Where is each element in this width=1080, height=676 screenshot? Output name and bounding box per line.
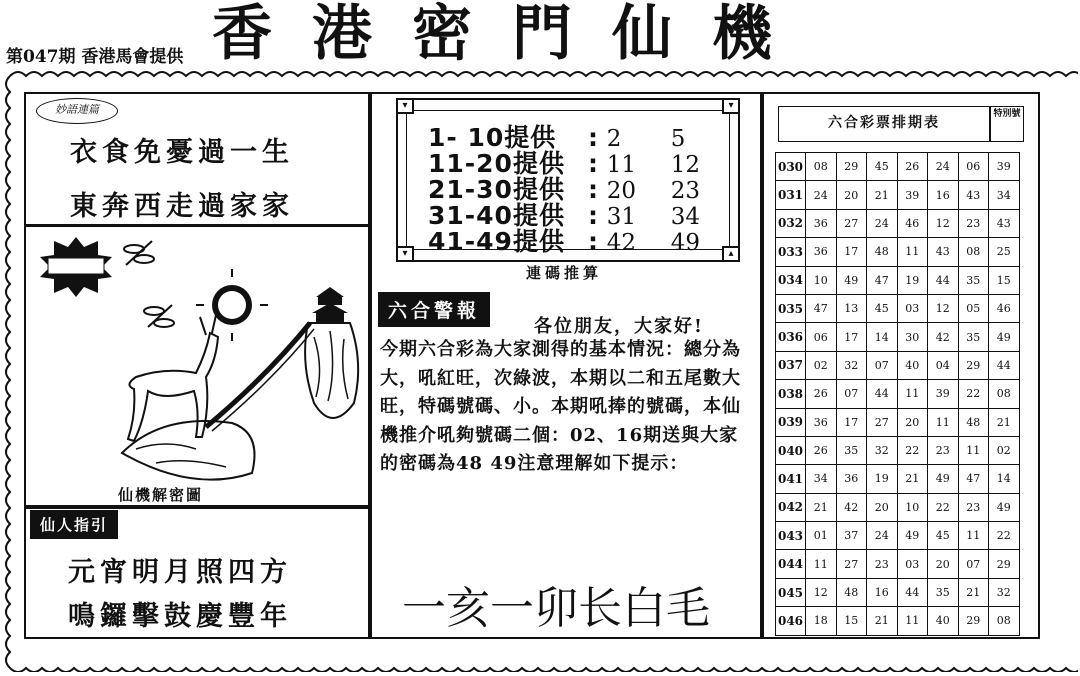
number-cell: 22 (958, 380, 989, 408)
number-cell: 29 (958, 607, 989, 635)
illustration-panel (24, 226, 370, 507)
number-cell: 47 (867, 266, 898, 294)
table-row (776, 493, 1020, 521)
special-number-cell: 21 (989, 408, 1020, 436)
number-cell: 35 (958, 323, 989, 351)
number-cell: 27 (867, 408, 898, 436)
table-row (776, 266, 1020, 294)
corner-ornament-icon: ▾ (396, 246, 414, 262)
number-cell: 48 (836, 578, 867, 606)
number-cell: 03 (897, 550, 928, 578)
special-number-cell: 22 (989, 522, 1020, 550)
provide-range: 31-40提供 (428, 201, 565, 230)
number-cell: 46 (897, 209, 928, 237)
number-cell: 06 (806, 323, 837, 351)
special-number-cell: 08 (989, 607, 1020, 635)
period-cell: 033 (776, 238, 806, 266)
period-cell: 030 (776, 153, 806, 181)
number-cell: 26 (806, 436, 837, 464)
dragonfly-icon (124, 241, 174, 327)
verse-line-1: 衣食免憂過一生 (70, 137, 294, 168)
number-cell: 21 (897, 465, 928, 493)
number-cell: 17 (836, 238, 867, 266)
period-cell: 045 (776, 578, 806, 606)
provide-range: 11-20提供 (428, 149, 565, 178)
period-cell: 041 (776, 465, 806, 493)
number-cell: 27 (836, 209, 867, 237)
number-cell: 29 (958, 351, 989, 379)
number-cell: 49 (897, 522, 928, 550)
issue-label: 第047期 香港馬會提供 (6, 47, 184, 67)
number-cell: 11 (958, 522, 989, 550)
period-cell: 038 (776, 380, 806, 408)
number-cell: 22 (897, 436, 928, 464)
corner-ornament-icon: ▾ (722, 98, 740, 114)
number-cell: 23 (867, 550, 898, 578)
verse-line-2: 東奔西走過家家 (70, 191, 294, 222)
period-cell: 031 (776, 181, 806, 209)
provide-num-b: 5 (670, 126, 686, 152)
number-cell: 20 (897, 408, 928, 436)
number-cell: 14 (867, 323, 898, 351)
number-cell: 32 (836, 351, 867, 379)
verse-line-4: 鳴鑼擊鼓慶豐年 (68, 601, 292, 632)
number-cell: 08 (958, 238, 989, 266)
number-cell: 19 (897, 266, 928, 294)
table-row (776, 323, 1020, 351)
greeting-text: 各位朋友，大家好! (534, 316, 704, 337)
number-cell: 12 (928, 209, 959, 237)
number-cell: 24 (867, 209, 898, 237)
warning-label: 六合警報 (378, 292, 490, 327)
number-cell: 42 (836, 493, 867, 521)
special-number-cell: 44 (989, 351, 1020, 379)
number-cell: 36 (806, 408, 837, 436)
number-cell: 11 (806, 550, 837, 578)
provide-row (428, 222, 735, 258)
number-cell: 21 (958, 578, 989, 606)
special-number-cell: 49 (989, 493, 1020, 521)
table-row (776, 238, 1020, 266)
provide-num-a: 2 (606, 126, 622, 152)
provide-colon: : (588, 175, 598, 204)
number-cell: 24 (928, 153, 959, 181)
table-row (776, 465, 1020, 493)
provide-num-b: 34 (670, 204, 700, 230)
special-number-cell: 29 (989, 550, 1020, 578)
period-cell: 039 (776, 408, 806, 436)
number-cell: 40 (897, 351, 928, 379)
number-cell: 42 (928, 323, 959, 351)
special-number-cell: 39 (989, 153, 1020, 181)
number-cell: 11 (897, 380, 928, 408)
verse-line-3: 元宵明月照四方 (68, 557, 292, 588)
number-cell: 07 (836, 380, 867, 408)
number-cell: 11 (928, 408, 959, 436)
special-number-cell: 08 (989, 380, 1020, 408)
number-cell: 16 (867, 578, 898, 606)
number-cell: 45 (867, 153, 898, 181)
table-row (776, 153, 1020, 181)
number-cell: 02 (806, 351, 837, 379)
period-cell: 043 (776, 522, 806, 550)
deer-icon (128, 315, 218, 441)
number-cell: 48 (958, 408, 989, 436)
table-row (776, 578, 1020, 606)
period-cell: 035 (776, 294, 806, 322)
number-cell: 48 (867, 238, 898, 266)
image-caption: 仙機解密圖 (118, 486, 204, 504)
provide-num-a: 11 (606, 152, 636, 178)
provide-colon: : (588, 201, 598, 230)
number-cell: 47 (806, 294, 837, 322)
number-cell: 17 (836, 323, 867, 351)
number-cell: 39 (928, 380, 959, 408)
special-number-cell: 25 (989, 238, 1020, 266)
period-cell: 037 (776, 351, 806, 379)
table-row (776, 607, 1020, 635)
badge-label: 妙語連篇 (36, 98, 118, 124)
special-number-cell: 14 (989, 465, 1020, 493)
number-cell: 24 (867, 522, 898, 550)
provide-num-b: 23 (670, 178, 700, 204)
special-number-cell: 34 (989, 181, 1020, 209)
period-cell: 042 (776, 493, 806, 521)
corner-ornament-icon: ▴ (722, 246, 740, 262)
warning-body: 今期六合彩為大家測得的基本情況：總分為大，吼紅旺，次綠波，本期以二和五尾數大旺，特碼號碼、小。本期吼捧的號碼，本仙機推介吼夠號碼二個：02、16期送與大家的密碼為48 49注意理解如下提示： (380, 339, 741, 474)
number-cell: 40 (928, 607, 959, 635)
provide-num-a: 20 (606, 178, 636, 204)
number-cell: 32 (867, 436, 898, 464)
number-cell: 44 (897, 578, 928, 606)
special-number-cell: 49 (989, 323, 1020, 351)
number-cell: 19 (867, 465, 898, 493)
period-cell: 032 (776, 209, 806, 237)
number-cell: 24 (806, 181, 837, 209)
page-title: 香港密門仙機 (212, 0, 812, 69)
provide-colon: : (588, 149, 598, 178)
number-cell: 35 (836, 436, 867, 464)
number-cell: 17 (836, 408, 867, 436)
number-cell: 21 (867, 181, 898, 209)
number-cell: 12 (928, 294, 959, 322)
table-title: 六合彩票排期表 (778, 106, 990, 142)
number-cell: 11 (897, 607, 928, 635)
number-cell: 23 (958, 493, 989, 521)
calc-label: 連碼推算 (526, 264, 603, 282)
period-cell: 046 (776, 607, 806, 635)
provide-colon: : (588, 227, 598, 256)
number-cell: 01 (806, 522, 837, 550)
number-cell: 39 (897, 181, 928, 209)
number-cell: 37 (836, 522, 867, 550)
special-number-cell: 32 (989, 578, 1020, 606)
number-cell: 26 (806, 380, 837, 408)
number-cell: 21 (806, 493, 837, 521)
special-number-cell: 02 (989, 436, 1020, 464)
table-row (776, 522, 1020, 550)
number-cell: 16 (928, 181, 959, 209)
number-cell: 26 (897, 153, 928, 181)
number-cell: 44 (928, 266, 959, 294)
special-number-cell: 15 (989, 266, 1020, 294)
provide-range: 1- 10提供 (428, 123, 557, 152)
number-cell: 11 (958, 436, 989, 464)
code-hint: 一亥一卯长白毛 (402, 583, 710, 634)
period-cell: 036 (776, 323, 806, 351)
number-cell: 04 (928, 351, 959, 379)
number-cell: 13 (836, 294, 867, 322)
guide-label: 仙人指引 (30, 510, 118, 539)
number-cell: 45 (867, 294, 898, 322)
number-cell: 34 (806, 465, 837, 493)
table-row (776, 408, 1020, 436)
table-row (776, 209, 1020, 237)
number-cell: 47 (958, 465, 989, 493)
number-cell: 23 (958, 209, 989, 237)
number-cell: 22 (928, 493, 959, 521)
number-cell: 11 (897, 238, 928, 266)
number-cell: 44 (867, 380, 898, 408)
table-row (776, 550, 1020, 578)
provide-range: 41-49提供 (428, 227, 565, 256)
results-table (775, 152, 1020, 636)
number-cell: 27 (836, 550, 867, 578)
special-number-cell: 43 (989, 209, 1020, 237)
number-cell: 35 (928, 578, 959, 606)
period-cell: 034 (776, 266, 806, 294)
provide-num-b: 49 (670, 230, 700, 256)
provide-colon: : (588, 123, 598, 152)
number-cell: 06 (958, 153, 989, 181)
number-cell: 20 (867, 493, 898, 521)
number-cell: 10 (806, 266, 837, 294)
corner-ornament-icon: ▾ (396, 98, 414, 114)
number-cell: 45 (928, 522, 959, 550)
number-cell: 08 (806, 153, 837, 181)
provide-range: 21-30提供 (428, 175, 565, 204)
number-cell: 21 (867, 607, 898, 635)
number-cell: 49 (928, 465, 959, 493)
number-cell: 07 (867, 351, 898, 379)
table-row (776, 436, 1020, 464)
number-cell: 49 (836, 266, 867, 294)
number-cell: 07 (958, 550, 989, 578)
number-cell: 23 (928, 436, 959, 464)
number-cell: 30 (897, 323, 928, 351)
number-cell: 15 (836, 607, 867, 635)
period-cell: 044 (776, 550, 806, 578)
table-row (776, 294, 1020, 322)
table-row (776, 380, 1020, 408)
provide-num-a: 31 (606, 204, 636, 230)
number-cell: 18 (806, 607, 837, 635)
number-cell: 03 (897, 294, 928, 322)
number-cell: 43 (958, 181, 989, 209)
table-row (776, 181, 1020, 209)
special-number-tag: 特別號 (990, 106, 1024, 142)
table-row (776, 351, 1020, 379)
number-cell: 35 (958, 266, 989, 294)
provide-num-a: 42 (606, 230, 636, 256)
number-cell: 05 (958, 294, 989, 322)
pagoda-icon (312, 287, 348, 323)
period-cell: 040 (776, 436, 806, 464)
number-cell: 20 (836, 181, 867, 209)
number-cell: 29 (836, 153, 867, 181)
special-number-cell: 46 (989, 294, 1020, 322)
provide-num-b: 12 (670, 152, 700, 178)
number-cell: 10 (897, 493, 928, 521)
number-cell: 36 (806, 238, 837, 266)
number-cell: 36 (836, 465, 867, 493)
number-cell: 20 (928, 550, 959, 578)
number-cell: 36 (806, 209, 837, 237)
number-cell: 12 (806, 578, 837, 606)
deer-illustration (26, 227, 368, 504)
number-cell: 43 (928, 238, 959, 266)
